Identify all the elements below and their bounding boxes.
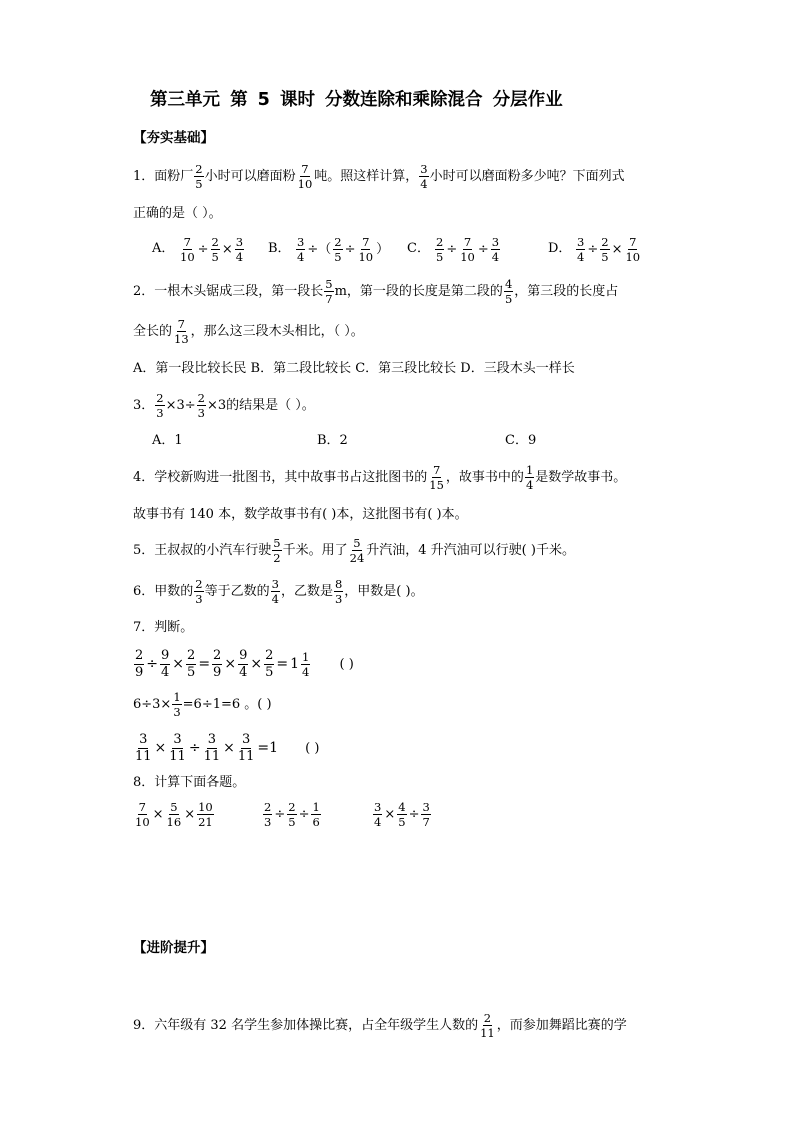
q7-e2-num: 1 <box>173 690 181 704</box>
expr-denominator: 4 <box>235 250 244 265</box>
q9-f1-den: 11 <box>480 1026 495 1041</box>
expr-numerator: 2 <box>135 648 144 663</box>
q1-frac-1 <box>194 163 203 190</box>
expr-denominator: 10 <box>460 250 475 265</box>
expr-denominator: 9 <box>213 664 222 680</box>
q4-f1-num: 7 <box>432 463 441 477</box>
expr-numerator: 3 <box>207 732 216 747</box>
expr-fraction <box>600 236 609 263</box>
q7-expression-3 <box>133 733 319 763</box>
q3-text-a: ×3÷ <box>165 398 196 414</box>
q1-text-d: 小时可以磨面粉多少吨？下面列式 <box>429 169 625 185</box>
expr-numerator: 2 <box>211 235 219 249</box>
section-basic: 【夯实基础】 <box>133 130 214 146</box>
expr-numerator: 4 <box>398 800 406 814</box>
expr-numerator: 1 <box>312 800 320 814</box>
expr-fraction <box>179 236 196 263</box>
q1-text-c: 吨。照这样计算， <box>314 169 419 185</box>
q1-option-a <box>178 236 245 263</box>
q1-option-d <box>575 236 642 263</box>
q2-text-b: m，第一段的长度是第二段的 <box>334 284 503 300</box>
expr-fraction <box>263 801 272 828</box>
expr-fraction <box>186 649 196 679</box>
expr-fraction <box>435 236 444 263</box>
expr-fraction <box>134 733 153 763</box>
q6-text-c: ，乙数是 <box>280 584 333 600</box>
q8-problem-2 <box>262 801 322 828</box>
expr-numerator: 2 <box>213 648 222 663</box>
expr-fraction <box>134 801 151 828</box>
expr-fraction <box>160 649 170 679</box>
expr-fraction <box>166 801 183 828</box>
expr-fraction <box>203 733 222 763</box>
q5-f2-den: 24 <box>349 551 365 566</box>
expr-fraction <box>211 236 220 263</box>
q9-text-a: 9．六年级有 32 名学生参加体操比赛，占全年级学生人数的 <box>133 1018 479 1034</box>
q3-f2-num: 2 <box>197 391 205 405</box>
q6-text-a: 6．甲数的 <box>133 584 194 600</box>
q2-frac-3 <box>173 318 190 345</box>
expr-denominator: 5 <box>211 250 219 265</box>
expr-fraction <box>264 649 274 679</box>
q6-f2-num: 3 <box>271 577 279 591</box>
section-advanced: 【进阶提升】 <box>133 940 214 956</box>
expr-numerator: 7 <box>183 235 191 249</box>
q2-text-a: 2．一根木头锯成三段，第一段长 <box>133 284 324 300</box>
q5-f1-num: 5 <box>273 536 281 550</box>
expr-fraction <box>459 236 476 263</box>
expr-numerator: 7 <box>463 235 472 249</box>
q1-line1 <box>133 163 625 190</box>
q5-line1 <box>133 537 575 564</box>
q2-f2-den: 5 <box>504 292 513 307</box>
expr-denominator: 11 <box>203 748 221 764</box>
expr-fraction <box>212 649 222 679</box>
q7-expression-2 <box>133 691 272 718</box>
expr-numerator: 9 <box>161 648 170 663</box>
expr-fraction <box>237 733 256 763</box>
expr-numerator: 3 <box>241 732 251 747</box>
q2-text-e: ，那么这三段木头相比，（ ）。 <box>190 324 364 340</box>
expr-fraction <box>197 801 214 828</box>
q1-line2: 正确的是（ ）。 <box>133 206 222 221</box>
q3-f1-den: 3 <box>156 406 164 421</box>
q6-f1-num: 2 <box>195 577 203 591</box>
q8-problem-3 <box>372 801 432 828</box>
expr-operator: × <box>172 655 185 672</box>
q7-e2-frac <box>172 691 181 718</box>
expr-denominator: 5 <box>187 664 196 680</box>
expr-operator: ÷ <box>408 807 420 823</box>
expr-numerator: 2 <box>601 235 609 249</box>
q1-option-c <box>434 236 501 263</box>
expr-denominator: 7 <box>422 815 430 830</box>
expr-operator: ÷ <box>197 242 209 258</box>
expr-denominator: 5 <box>436 250 444 265</box>
q7-e1-answer-blank: ( ) <box>339 656 354 672</box>
q6-text-b: 等于乙数的 <box>204 584 270 600</box>
expr-numerator: 9 <box>239 648 248 663</box>
expr-fraction <box>397 801 406 828</box>
expr-fraction <box>373 801 382 828</box>
expr-numerator: 7 <box>138 800 146 814</box>
q4-text-a: 4．学校新购进一批图书，其中故事书占这批图书的 <box>133 470 428 486</box>
expr-denominator: 5 <box>398 815 406 830</box>
expr-operator: × <box>611 242 623 258</box>
q5-f1-den: 2 <box>273 551 281 566</box>
expr-operator: ） <box>376 242 390 258</box>
q7-expression-1 <box>133 649 354 679</box>
expr-operator: × <box>154 739 167 756</box>
q2-line2 <box>133 318 364 345</box>
expr-denominator: 4 <box>297 250 305 265</box>
expr-operator: × <box>250 655 263 672</box>
q6-f2-den: 4 <box>271 592 279 607</box>
q2-frac-2 <box>504 278 513 305</box>
expr-numerator: 2 <box>334 235 342 249</box>
q2-text-c: ，第三段的长度占 <box>514 284 619 300</box>
q2-f1-den: 7 <box>325 292 333 307</box>
q1-option-a-label: A． <box>152 241 175 256</box>
expr-denominator: 5 <box>265 664 274 680</box>
expr-numerator: 3 <box>491 235 500 249</box>
expr-operator: × <box>221 242 233 258</box>
q1-option-c-label: C． <box>407 241 430 256</box>
expr-denominator: 5 <box>601 250 609 265</box>
q2-f2-num: 4 <box>504 277 513 291</box>
expr-denominator: 11 <box>135 748 152 764</box>
expr-denominator: 10 <box>180 250 195 265</box>
q1-f2-num: 7 <box>301 162 309 176</box>
q2-options: A．第一段比较长民 B．第二段比较长 C．第三段比较长 D．三段木头一样长 <box>133 361 575 376</box>
q1-text-a: 1．面粉厂 <box>133 169 194 185</box>
q6-line1 <box>133 578 424 605</box>
expr-operator: × <box>223 739 235 756</box>
expr-denominator: 10 <box>358 250 374 265</box>
q1-text-b: 小时可以磨面粉 <box>204 169 296 185</box>
expr-numerator: 3 <box>139 732 148 747</box>
expr-numerator: 7 <box>362 235 370 249</box>
expr-fraction <box>134 649 144 679</box>
expr-fraction <box>311 801 320 828</box>
q4-text-b: ，故事书中的 <box>445 470 524 486</box>
q9-f1-num: 2 <box>483 1011 492 1025</box>
q4-frac-2 <box>525 464 534 491</box>
q1-frac-3 <box>419 163 428 190</box>
expr-operator: ÷ <box>344 242 356 258</box>
expr-fraction <box>238 649 248 679</box>
q2-line1 <box>133 278 618 305</box>
expr-fraction <box>624 236 641 263</box>
expr-fraction <box>333 236 342 263</box>
q7-e3-body <box>133 732 279 764</box>
expr-operator: ÷ <box>146 655 159 672</box>
expr-fraction <box>296 236 305 263</box>
q5-f2-num: 5 <box>353 536 361 550</box>
expr-numerator: 10 <box>198 800 213 814</box>
expr-numerator: 2 <box>264 800 272 814</box>
q3-option-a: A．1 <box>152 433 183 448</box>
q6-f3-den: 3 <box>334 592 343 607</box>
expr-denominator: 21 <box>198 815 213 830</box>
q7-e1-mixed-den: 4 <box>302 664 310 679</box>
expr-denominator: 4 <box>374 815 382 830</box>
expr-numerator: 3 <box>297 235 305 249</box>
q1-option-d-label: D． <box>548 241 572 256</box>
q3-frac-2 <box>197 392 206 419</box>
q1-f3-den: 4 <box>420 177 428 192</box>
q1-option-b <box>295 236 390 263</box>
expr-numerator: 3 <box>577 235 585 249</box>
expr-denominator: 11 <box>237 748 255 764</box>
q3-num: 3． <box>133 398 155 414</box>
expr-denominator: 6 <box>312 815 320 830</box>
expr-numerator: 5 <box>170 800 178 814</box>
expr-numerator: 2 <box>436 235 444 249</box>
q2-text-d: 全长的 <box>133 324 173 340</box>
expr-numerator: 2 <box>288 800 296 814</box>
expr-denominator: 4 <box>491 250 500 265</box>
q7-e2-b: =6÷1=6 。( ) <box>182 697 272 713</box>
expr-numerator: 3 <box>173 732 182 747</box>
q3-text-b: ×3的结果是（ ）。 <box>207 398 315 414</box>
expr-operator: ÷ <box>587 242 599 258</box>
q5-frac-1 <box>272 537 281 564</box>
q6-f1-den: 3 <box>195 592 203 607</box>
expr-operator: × <box>184 807 196 823</box>
expr-fraction <box>287 801 296 828</box>
q5-text-a: 5．王叔叔的小汽车行驶 <box>133 543 272 559</box>
expr-operator: = <box>276 655 289 672</box>
expr-operator: × <box>224 655 237 672</box>
q3-line1 <box>133 392 315 419</box>
q1-f1-den: 5 <box>195 177 203 192</box>
expr-fraction <box>491 236 500 263</box>
q4-text-c: 是数学故事书。 <box>535 470 627 486</box>
expr-denominator: 3 <box>264 815 272 830</box>
q6-text-d: ，甲数是( )。 <box>344 584 424 600</box>
expr-denominator: 4 <box>161 664 170 680</box>
q4-f1-den: 15 <box>429 478 444 493</box>
q8-heading: 8．计算下面各题。 <box>133 775 246 790</box>
q2-frac-1 <box>324 278 333 305</box>
expr-numerator: 3 <box>235 235 244 249</box>
expr-operator: ÷ <box>188 739 201 756</box>
expr-numerator: 2 <box>265 648 274 663</box>
expr-denominator: 4 <box>577 250 585 265</box>
expr-fraction <box>421 801 430 828</box>
q3-option-b: B．2 <box>317 433 348 448</box>
expr-denominator: 11 <box>169 748 186 764</box>
expr-numerator: 2 <box>187 648 196 663</box>
q4-f2-num: 1 <box>525 463 534 477</box>
q1-f3-num: 3 <box>420 162 428 176</box>
q3-f2-den: 3 <box>197 406 205 421</box>
q7-e2-den: 3 <box>173 705 181 720</box>
q7-e1-body <box>133 648 300 680</box>
q7-heading: 7．判断。 <box>133 620 194 635</box>
q4-f2-den: 4 <box>525 478 534 493</box>
q1-frac-2 <box>297 163 314 190</box>
expr-operator: × <box>384 807 396 823</box>
q9-text-b: ，而参加舞蹈比赛的学 <box>496 1018 627 1034</box>
q7-e1-mixed-num: 1 <box>302 649 310 664</box>
expr-operator: = <box>198 655 211 672</box>
expr-fraction <box>235 236 244 263</box>
expr-fraction <box>357 236 374 263</box>
expr-denominator: 5 <box>334 250 342 265</box>
expr-fraction <box>168 733 187 763</box>
q1-f2-den: 10 <box>297 177 313 192</box>
expr-operator: ÷（ <box>307 242 332 258</box>
q4-frac-1 <box>428 464 445 491</box>
expr-numerator: 7 <box>629 235 637 249</box>
expr-denominator: 5 <box>288 815 296 830</box>
q6-f3-num: 8 <box>334 577 343 591</box>
expr-operator: ÷ <box>298 807 310 823</box>
q2-f3-num: 7 <box>177 317 185 331</box>
q2-f1-num: 5 <box>325 277 333 291</box>
expr-numerator: 3 <box>374 800 382 814</box>
expr-operator: × <box>152 807 164 823</box>
q8-problem-1 <box>133 801 215 828</box>
q6-frac-3 <box>334 578 343 605</box>
q2-f3-den: 13 <box>174 332 189 347</box>
expr-operator: 1 <box>290 655 300 672</box>
q6-frac-1 <box>194 578 203 605</box>
q5-text-c: 升汽油，4 升汽油可以行驶( )千米。 <box>366 543 575 559</box>
expr-operator: =1 <box>257 739 279 756</box>
q7-e1-mixed-frac <box>301 651 310 678</box>
expr-denominator: 4 <box>239 664 248 680</box>
q5-text-b: 千米。用了 <box>282 543 348 559</box>
q1-f1-num: 2 <box>195 162 203 176</box>
q7-e2-a: 6÷3× <box>133 697 172 713</box>
expr-numerator: 3 <box>422 800 430 814</box>
q9-line1 <box>133 1012 627 1039</box>
q4-line1 <box>133 464 626 491</box>
expr-denominator: 10 <box>135 815 150 830</box>
q3-frac-1 <box>155 392 164 419</box>
expr-denominator: 16 <box>166 815 182 830</box>
q3-f1-num: 2 <box>156 391 164 405</box>
q5-frac-2 <box>349 537 366 564</box>
page-title: 第三单元 第 5 课时 分数连除和乘除混合 分层作业 <box>150 90 563 110</box>
q1-option-b-label: B． <box>268 241 291 256</box>
expr-operator: ÷ <box>446 242 458 258</box>
q4-line2: 故事书有 140 本，数学故事书有( )本，这批图书有( )本。 <box>133 507 468 522</box>
expr-operator: ÷ <box>274 807 286 823</box>
q3-option-c: C．9 <box>505 433 537 448</box>
expr-denominator: 10 <box>625 250 641 265</box>
q9-frac-1 <box>479 1012 496 1039</box>
q7-e3-answer-blank: ( ) <box>305 740 320 756</box>
q6-frac-2 <box>271 578 280 605</box>
expr-fraction <box>576 236 585 263</box>
expr-operator: ÷ <box>477 242 489 258</box>
expr-denominator: 9 <box>135 664 144 680</box>
